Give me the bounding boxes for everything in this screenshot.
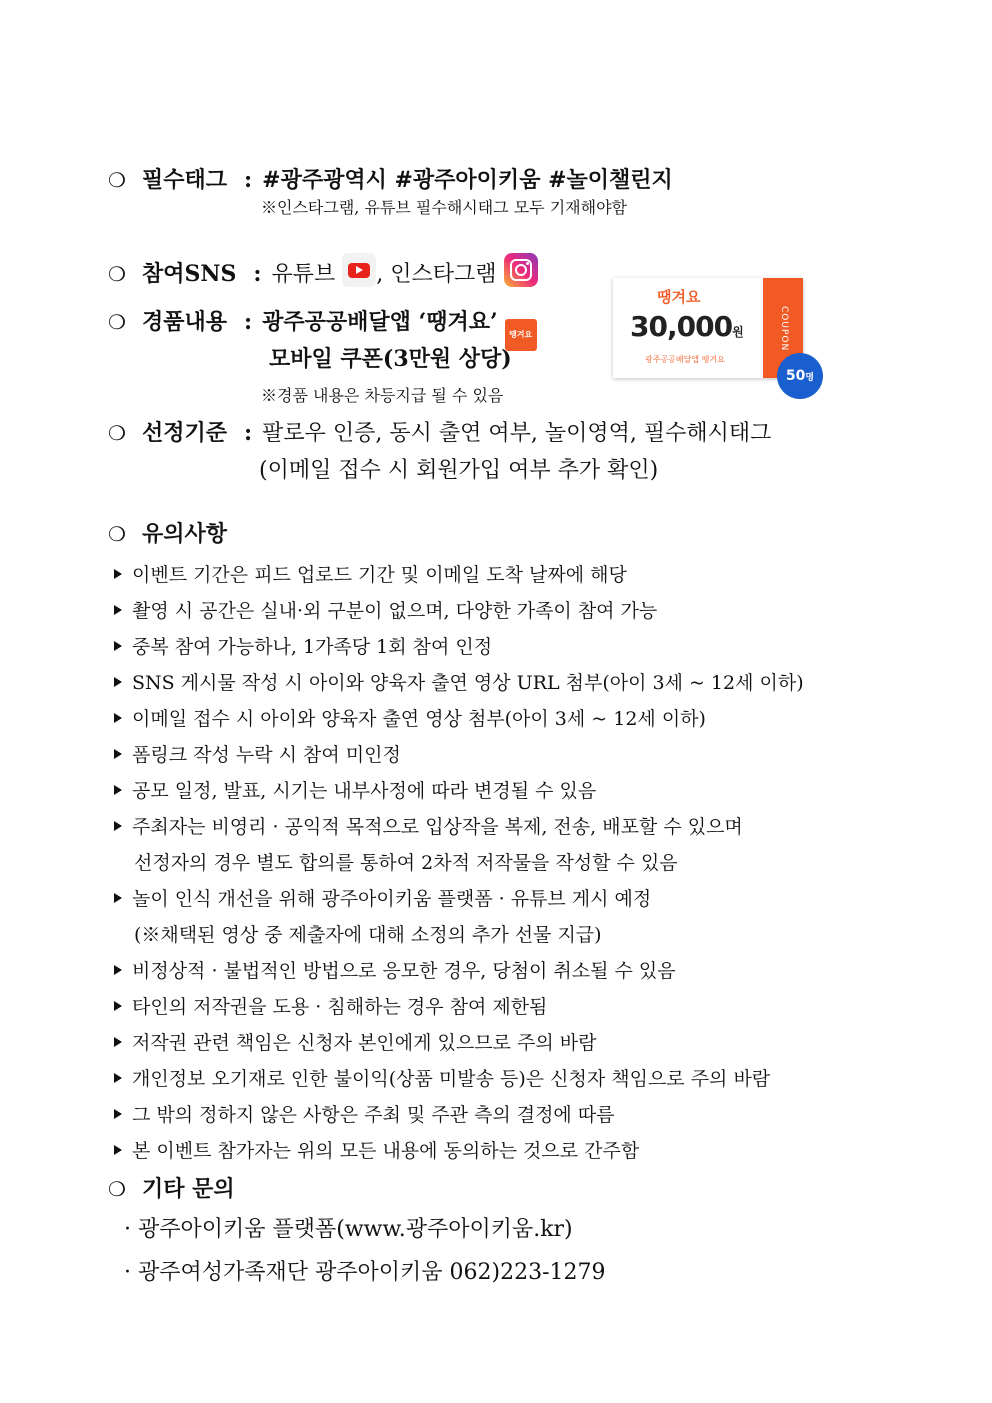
tags-value: #광주광역시 #광주아이키움 #놀이챌린지	[262, 167, 673, 193]
note-item: 주최자는 비영리 · 공익적 목적으로 입상작을 복제, 전송, 배포할 수 있으며	[114, 812, 743, 839]
note-item: 저작권 관련 책임은 신청자 본인에게 있으므로 주의 바람	[114, 1028, 596, 1055]
triangle-bullet-icon	[114, 677, 122, 687]
coupon-tab-label: COUPON	[779, 306, 789, 352]
triangle-bullet-icon	[114, 1145, 122, 1155]
note-item: 놀이 인식 개선을 위해 광주아이키움 플랫폼 · 유튜브 게시 예정	[114, 884, 651, 911]
triangle-bullet-icon	[114, 1001, 122, 1011]
note-item: 이메일 접수 시 아이와 양육자 출연 영상 첨부(아이 3세 ~ 12세 이하)	[114, 704, 706, 731]
coupon-count-badge: 50명	[777, 353, 823, 399]
prize-line2: 모바일 쿠폰(3만원 상당)	[269, 346, 512, 372]
sns-label: 참여SNS	[142, 261, 237, 287]
circle-bullet-icon: ❍	[108, 421, 126, 445]
triangle-bullet-icon	[114, 749, 122, 759]
triangle-bullet-icon	[114, 605, 122, 615]
triangle-bullet-icon	[114, 569, 122, 579]
sns-instagram: 인스타그램	[390, 262, 497, 287]
triangle-bullet-icon	[114, 893, 122, 903]
coupon-sub: 광주공공배달앱 땡겨요	[645, 355, 725, 364]
instagram-icon	[504, 253, 538, 287]
sns-sep: :	[253, 261, 262, 287]
tags-note: ※인스타그램, 유튜브 필수해시태그 모두 기재해야함	[261, 198, 628, 217]
note-item: 타인의 저작권을 도용 · 침해하는 경우 참여 제한됨	[114, 992, 547, 1019]
youtube-icon	[342, 253, 376, 287]
coupon-image	[613, 278, 803, 378]
prize-sep: :	[244, 309, 253, 335]
note-item: 본 이벤트 참가자는 위의 모든 내용에 동의하는 것으로 간주함	[114, 1136, 639, 1163]
note-item-continuation: 선정자의 경우 별도 합의를 통하여 2차적 저작물을 작성할 수 있음	[134, 852, 678, 874]
note-item: 공모 일정, 발표, 시기는 내부사정에 따라 변경될 수 있음	[114, 776, 596, 803]
contact-heading	[108, 1172, 235, 1203]
note-item: 개인정보 오기재로 인한 불이익(상품 미발송 등)은 신청자 책임으로 주의 바람	[114, 1064, 770, 1091]
criteria-sep: :	[244, 420, 253, 446]
tags-sep: :	[244, 167, 253, 193]
tags-label: 필수태그	[142, 167, 228, 193]
circle-bullet-icon: ❍	[108, 522, 126, 546]
notes-heading	[108, 517, 227, 548]
circle-bullet-icon: ❍	[108, 310, 126, 334]
circle-bullet-icon: ❍	[108, 168, 126, 192]
coupon-logo: 땡겨요	[657, 288, 701, 306]
note-item: 중복 참여 가능하나, 1가족당 1회 참여 인정	[114, 632, 492, 659]
sns-comma: ,	[376, 262, 384, 287]
triangle-bullet-icon	[114, 641, 122, 651]
ddanggyo-app-icon: 땡겨요	[505, 319, 537, 351]
contact-item-phone: · 광주여성가족재단 광주아이키움 062)223-1279	[124, 1260, 606, 1285]
triangle-bullet-icon	[114, 821, 122, 831]
circle-bullet-icon: ❍	[108, 262, 126, 286]
notes-title: 유의사항	[142, 521, 228, 547]
note-item: SNS 게시물 작성 시 아이와 양육자 출연 영상 URL 첨부(아이 3세 ~ 12세 이하)	[114, 668, 804, 695]
note-item: 촬영 시 공간은 실내·외 구분이 없으며, 다양한 가족이 참여 가능	[114, 596, 657, 623]
tags-row	[108, 163, 673, 194]
triangle-bullet-icon	[114, 713, 122, 723]
triangle-bullet-icon	[114, 1037, 122, 1047]
triangle-bullet-icon	[114, 965, 122, 975]
note-item: 그 밖의 정하지 않은 사항은 주최 및 주관 측의 결정에 따름	[114, 1100, 615, 1127]
triangle-bullet-icon	[114, 1073, 122, 1083]
contact-item-platform: · 광주아이키움 플랫폼(www.광주아이키움.kr)	[124, 1217, 573, 1242]
criteria-line1: 팔로우 인증, 동시 출연 여부, 놀이영역, 필수해시태그	[262, 421, 772, 446]
triangle-bullet-icon	[114, 1109, 122, 1119]
prize-label: 경품내용	[142, 309, 228, 335]
note-item: 이벤트 기간은 피드 업로드 기간 및 이메일 도착 날짜에 해당	[114, 560, 627, 587]
note-item: 폼링크 작성 누락 시 참여 미인정	[114, 740, 401, 767]
note-item-continuation: (※채택된 영상 중 제출자에 대해 소정의 추가 선물 지급)	[134, 924, 602, 946]
prize-note: ※경품 내용은 차등지급 될 수 있음	[261, 386, 504, 405]
triangle-bullet-icon	[114, 785, 122, 795]
sns-row	[108, 253, 538, 288]
criteria-line2: (이메일 접수 시 회원가입 여부 추가 확인)	[259, 458, 659, 483]
sns-youtube: 유튜브	[271, 262, 336, 287]
contact-title: 기타 문의	[142, 1176, 235, 1202]
circle-bullet-icon: ❍	[108, 1177, 126, 1201]
criteria-row	[108, 416, 771, 447]
prize-line1: 광주공공배달앱 ‘땡겨요’	[262, 309, 498, 335]
criteria-label: 선정기준	[142, 420, 228, 446]
note-item: 비정상적 · 불법적인 방법으로 응모한 경우, 당첨이 취소될 수 있음	[114, 956, 676, 983]
coupon-amount: 30,000원	[630, 310, 744, 343]
